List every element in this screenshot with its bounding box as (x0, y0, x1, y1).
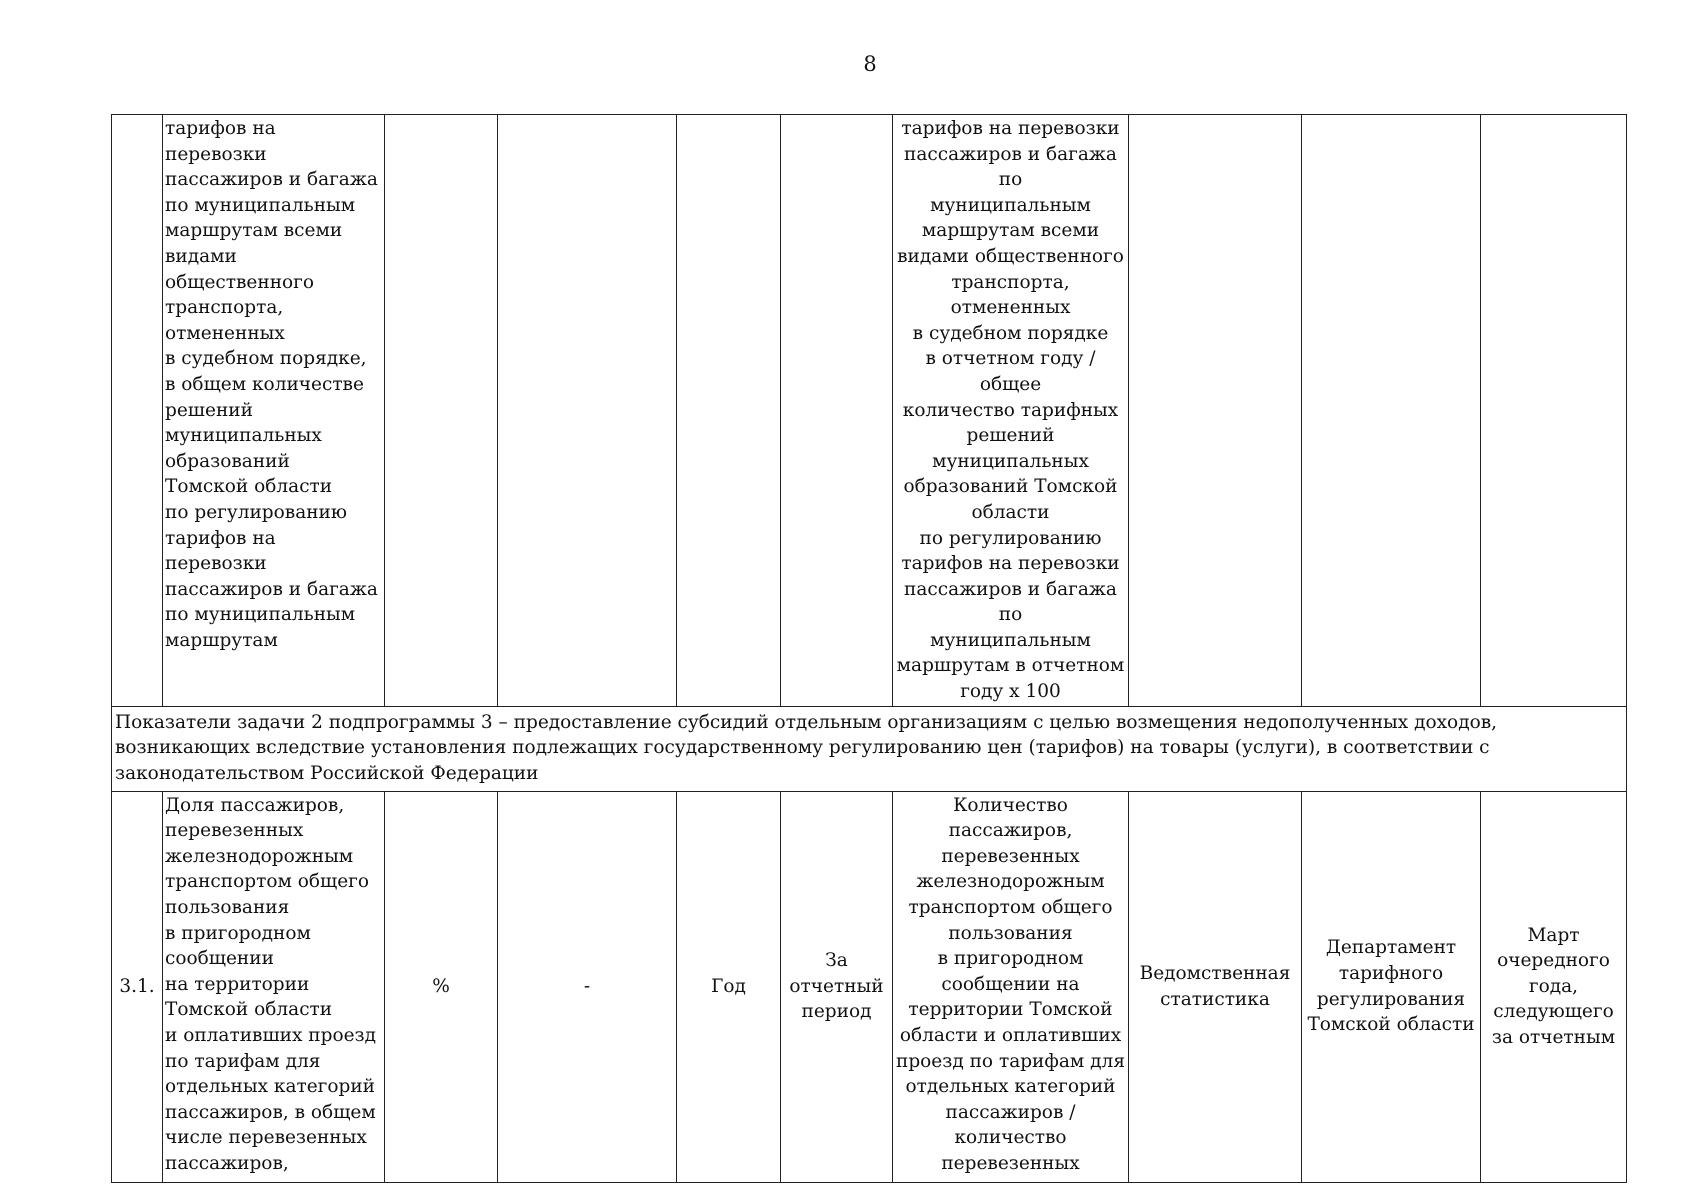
cell-unit: % (385, 791, 498, 1182)
cell-indicator-name: тарифов на перевозки пассажиров и багажа по муниципальным маршрутам всеми видами общественного транспорта, отмененных в судебном порядке, в общем количестве решений муниципальных образований Томской области по регулированию тарифов на перевозки пассажиров и багажа по муниципальным маршрутам (163, 115, 385, 707)
cell-time-characteristic: За отчетный период (781, 791, 893, 1182)
cell-responsible (1302, 115, 1481, 707)
cell-method (1129, 115, 1302, 707)
cell-unit (385, 115, 498, 707)
cell-formula: тарифов на перевозки пассажиров и багажа по муниципальным маршрутам всеми видами общественного транспорта, отмененных в судебном порядке в отчетном году / общее количество тарифных решений муниципальных образований Томской области по регулированию тарифов на перевозки пассажиров и багажа по муниципальным маршрутам в отчетном году х 100 (893, 115, 1129, 707)
cell-method: Ведомственная статистика (1129, 791, 1302, 1182)
indicators-table (111, 114, 1627, 1183)
table-row (112, 791, 1627, 1182)
cell-formula: Количество пассажиров, перевезенных железнодорожным транспортом общего пользования в пригородном сообщении на территории Томской области и оплативших проезд по тарифам для отдельных категорий пассажиров / количество перевезенных (893, 791, 1129, 1182)
section-row (112, 706, 1627, 791)
page-number: 8 (863, 52, 877, 76)
cell-deadline (1481, 115, 1627, 707)
cell-time-characteristic (781, 115, 893, 707)
cell-responsible: Департамент тарифного регулирования Томской области (1302, 791, 1481, 1182)
cell-periodicity: Год (677, 791, 781, 1182)
cell-indicator-name: Доля пассажиров, перевезенных железнодорожным транспортом общего пользования в пригородном сообщении на территории Томской области и оплативших проезд по тарифам для отдельных категорий пассажиров, в общем числе перевезенных пассажиров, (163, 791, 385, 1182)
cell-number (112, 115, 163, 707)
cell-number: 3.1. (112, 791, 163, 1182)
table-row (112, 115, 1627, 707)
cell-col4 (498, 115, 677, 707)
cell-col4: - (498, 791, 677, 1182)
cell-deadline: Март очередного года, следующего за отчетным (1481, 791, 1627, 1182)
section-heading: Показатели задачи 2 подпрограммы 3 – предоставление субсидий отдельным организациям с целью возмещения недополученных доходов, возникающих вследствие установления подлежащих государственному регулированию цен (тарифов) на товары (услуги), в соответствии с законодательством Российской Федерации (112, 706, 1627, 791)
cell-periodicity (677, 115, 781, 707)
